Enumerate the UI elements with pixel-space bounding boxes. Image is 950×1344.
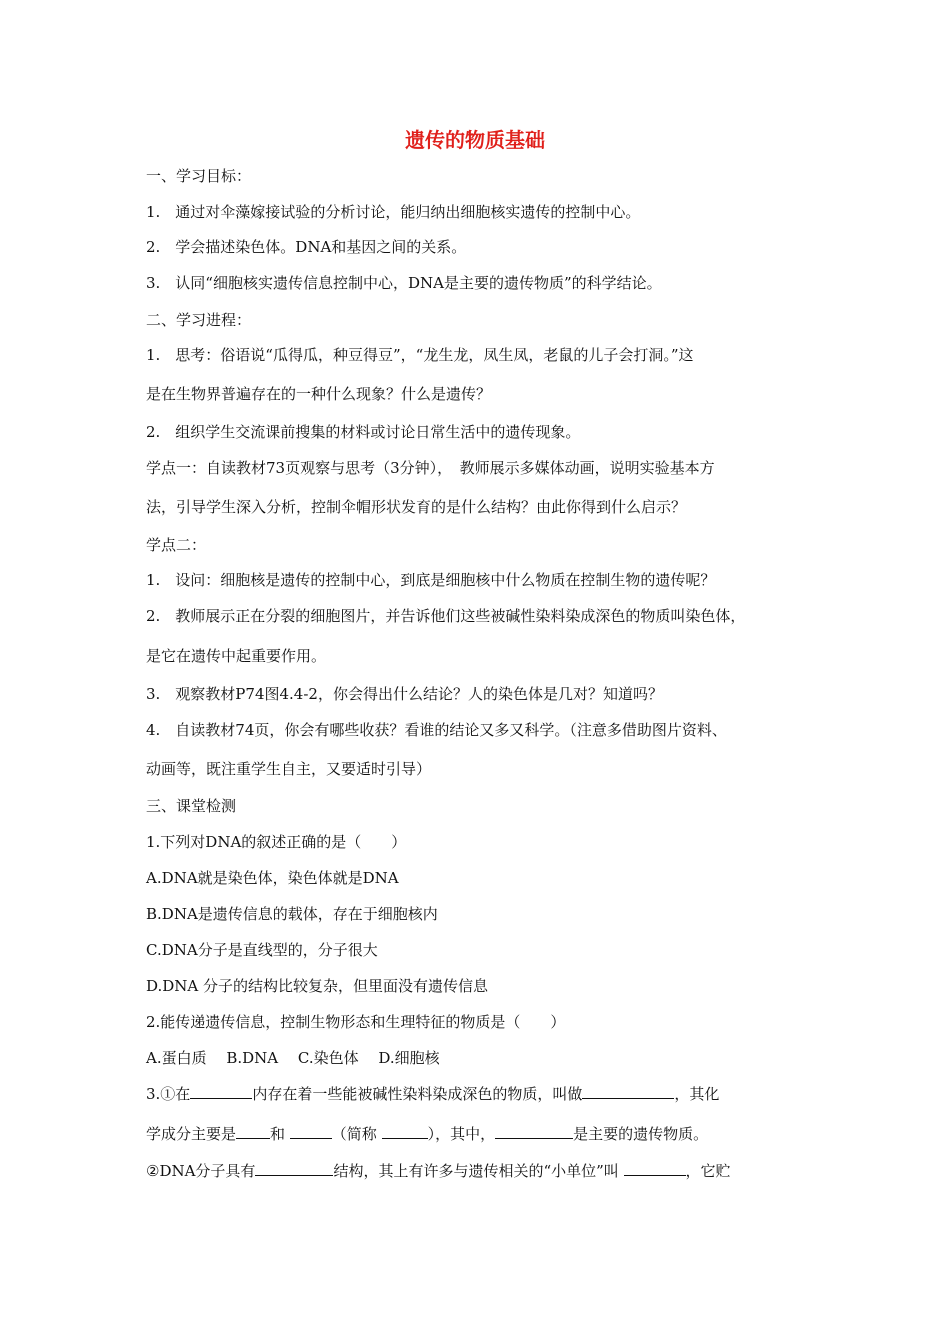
question: 1.下列对DNA的叙述正确的是（ ）: [146, 833, 407, 851]
paragraph-line: 1. 思考：俗语说“瓜得瓜，种豆得豆”，“龙生龙，凤生凤，老鼠的儿子会打洞。”这: [146, 346, 694, 364]
blank: [582, 1084, 674, 1099]
text-fragment: ，其化: [674, 1085, 720, 1103]
text-fragment: 学成分主要是: [146, 1125, 237, 1143]
blank: [624, 1161, 686, 1176]
paragraph-line: 2. 组织学生交流课前搜集的材料或讨论日常生活中的遗传现象。: [146, 423, 581, 441]
paragraph-line: 2. 教师展示正在分裂的细胞图片，并告诉他们这些被碱性染料染成深色的物质叫染色体，: [146, 607, 746, 625]
section-heading-test: 三、课堂检测: [146, 797, 237, 815]
paragraph-line: 动画等，既注重学生自主，又要适时引导）: [146, 760, 432, 778]
option: A.蛋白质 B.DNA C.染色体 D.细胞核: [146, 1049, 440, 1067]
subheading: 学点二：: [146, 536, 207, 554]
text-fragment: （简称: [331, 1125, 382, 1143]
blank: [255, 1161, 333, 1176]
paragraph-line: 是在生物界普遍存在的一种什么现象？什么是遗传？: [146, 385, 492, 403]
text-fragment: 3.①在: [146, 1085, 191, 1103]
text-fragment: 是主要的遗传物质。: [573, 1125, 709, 1143]
fill-blank-line: [146, 1124, 826, 1144]
option: D.DNA 分子的结构比较复杂，但里面没有遗传信息: [146, 977, 489, 995]
blank: [236, 1124, 270, 1139]
paragraph-line: 1. 设问：细胞核是遗传的控制中心，到底是细胞核中什么物质在控制生物的遗传呢？: [146, 571, 716, 589]
text-fragment: ，它贮: [685, 1162, 731, 1180]
paragraph-line: 法，引导学生深入分析，控制伞帽形状发育的是什么结构？由此你得到什么启示？: [146, 498, 687, 516]
question: 2.能传递遗传信息，控制生物形态和生理特征的物质是（ ）: [146, 1013, 566, 1031]
paragraph-line: 学点一：自读教材73页观察与思考（3分钟）， 教师展示多媒体动画，说明实验基本方: [146, 459, 715, 477]
text-fragment: ②DNA分子具有: [146, 1162, 256, 1180]
text-fragment: 内存在着一些能被碱性染料染成深色的物质，叫做: [252, 1085, 583, 1103]
text-fragment: ），其中，: [427, 1125, 496, 1143]
blank: [495, 1124, 573, 1139]
option: B.DNA是遗传信息的载体，存在于细胞核内: [146, 905, 438, 923]
paragraph-line: 3. 观察教材P74图4.4-2，你会得出什么结论？人的染色体是几对？知道吗？: [146, 685, 663, 703]
section-heading-goals: 一、学习目标：: [146, 167, 252, 185]
goal-item: 2. 学会描述染色体。DNA和基因之间的关系。: [146, 238, 467, 256]
blank: [290, 1124, 332, 1139]
text-fragment: 结构，其上有许多与遗传相关的“小单位”叫: [333, 1162, 624, 1180]
goal-item: 3. 认同“细胞核实遗传信息控制中心，DNA是主要的遗传物质”的科学结论。: [146, 274, 662, 292]
blank: [190, 1084, 252, 1099]
section-heading-process: 二、学习进程：: [146, 311, 252, 329]
option: C.DNA分子是直线型的，分子很大: [146, 941, 378, 959]
paragraph-line: 4. 自读教材74页，你会有哪些收获？看谁的结论又多又科学。（注意多借助图片资料、: [146, 721, 727, 739]
paragraph-line: 是它在遗传中起重要作用。: [146, 647, 327, 665]
blank: [382, 1124, 428, 1139]
fill-blank-line: [146, 1084, 826, 1104]
text-fragment: 和: [270, 1125, 290, 1143]
page-title: 遗传的物质基础: [405, 128, 545, 152]
option: A.DNA就是染色体，染色体就是DNA: [146, 869, 399, 887]
fill-blank-line: [146, 1161, 826, 1181]
goal-item: 1. 通过对伞藻嫁接试验的分析讨论，能归纳出细胞核实遗传的控制中心。: [146, 203, 641, 221]
